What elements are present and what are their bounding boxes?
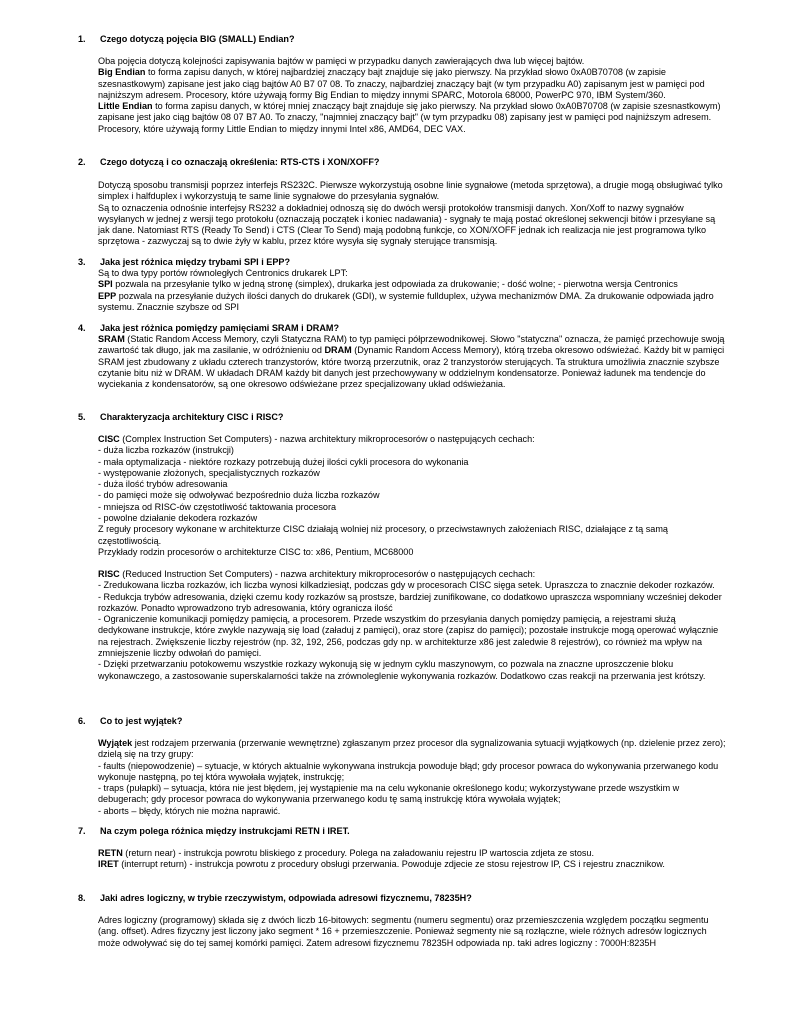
question-7-heading — [78, 826, 728, 837]
question-title: Co to jest wyjątek? — [100, 716, 183, 726]
question-3-body — [98, 268, 726, 313]
paragraph: Są to dwa typy portów równoległych Centronics drukarek LPT: — [98, 268, 348, 278]
question-7-body — [98, 848, 726, 871]
list-item: - do pamięci może się odwoływać bezpośrednio duża liczba rozkazów — [98, 490, 380, 501]
list-item: - faults (niepowodzenie) – sytuacje, w których aktualnie wykonywana instrukcja powoduje błąd; gdy procesor powraca do wykonywania przerwanego kodu wykonuje następną, po tej która wywołała wyjątek, instrukcję; — [98, 760, 719, 782]
question-title: Czego dotyczą pojęcia BIG (SMALL) Endian? — [100, 34, 295, 44]
question-title: Jaka jest różnica pomiędzy pamięciami SRAM i DRAM? — [100, 323, 340, 333]
list-item: - Redukcja trybów adresowania, dzięki czemu kody rozkazów są prostsze, bardziej zunifikowane, co dodatkowo upraszcza wspomniany wcześniej dekoder rozkazów. Ponadto wprowadzono tryb adresowania, który ogranicza ilość — [98, 591, 722, 613]
term: RISC — [98, 569, 120, 579]
list-item: - występowanie złożonych, specjalistycznych rozkazów — [98, 467, 320, 478]
paragraph-text: (Reduced Instruction Set Computers) - nazwa architektury mikroprocesorów o następujących cechach: — [119, 569, 536, 579]
paragraph-text: (Static Random Access Memory, czyli Statyczna RAM) to typ pamięci półprzewodnikowej. Słowo "statyczna" oznacza, że pamięć przechowuje swoją zawartość tak długo, jak ma zasilanie, w odróżnieniu od — [98, 334, 725, 356]
question-title: Jaki adres logiczny, w trybie rzeczywistym, odpowiada adresowi fizycznemu, 78235H? — [100, 893, 472, 903]
paragraph-text: to forma zapisu danych, w której mniej znaczący bajt znajduje się jako pierwszy. Na przykład słowo 0xA0B70708 (w zapisie szesnastkowym) zapisane jest jako ciąg bajtów 08 07 B7 A0. To znaczy, "najmniej znaczący bajt" (w tym przypadku 08) zapisany jest w pamięci pod najniższym adresem. Procesory, które używają formy Little Endian to między innymi Intel x86, AMD64, DEC VAX. — [98, 101, 721, 134]
question-8-body — [98, 915, 726, 949]
question-1-body — [98, 56, 726, 135]
paragraph: Przykłady rodzin procesorów o architekturze CISC to: x86, Pentium, MC68000 — [98, 546, 414, 557]
paragraph-text: (interrupt return) - instrukcja powrotu z procedury obsługi przerwania. Powoduje zdjecie ze stosu rejestrow IP, CS i rejestru znacznikow. — [118, 859, 665, 870]
term: IRET — [98, 859, 119, 870]
question-2-body — [98, 180, 726, 248]
question-4-heading — [78, 323, 728, 334]
question-number: 1. — [78, 34, 86, 44]
term: Wyjątek — [98, 738, 133, 748]
paragraph-text: (Dynamic Random Access Memory), którą trzeba okresowo odświeżać. Każdy bit w pamięci SRAM jest zbudowany z układu czterech tranzystorów, które tworzą przerzutnik, oraz 2 tranzystorów sterujących. Ta struktura umożliwia znacznie szybsze czytanie bitu niż w DRAM. W układach DRAM każdy bit danych jest przechowywany w oddzielnym kondensatorze. Ponieważ ładunek ma tendencje do wyciekania z kondensatorów, są one okresowo odświeżane przez specjalizowany układ odświeżania. — [98, 345, 725, 390]
question-3-heading — [78, 257, 728, 268]
list-item: - Ograniczenie komunikacji pomiędzy pamięcią, a procesorem. Przede wszystkim do przesyłania danych pomiędzy pamięcią, a rejestrami służą dedykowane instrukcje, które zwykle nazywają się load (załaduj z pamięci), oraz store (zapisz do pamięci); pozostałe instrukcje mogą operować wyłącznie na rejestrach. Zwiększenie liczby rejestrów (np. 32, 192, 256, podczas gdy np. w architekturze x86 jest zaledwie 8 rejestrów), co również ma wpływ na zmniejszenie liczby odwołań do pamięci. — [98, 614, 719, 659]
paragraph-text: (return near) - instrukcja powrotu bliskiego z procedury. Polega na załadowaniu rejestru IP wartoscia zdjeta ze stosu. — [122, 848, 595, 858]
paragraph: Oba pojęcia dotyczą kolejności zapisywania bajtów w pamięci w przypadku danych zawierających dwa lub więcej bajtów. — [98, 56, 585, 66]
question-5-heading — [78, 412, 728, 423]
list-item: - mniejsza od RISC-ów częstotliwość taktowania procesora — [98, 501, 337, 512]
list-item: - Dzięki przetwarzaniu potokowemu wszystkie rozkazy wykonują się w jednym cyklu maszynowym, co pozwala na znaczne uproszczenie bloku wykonawczego, a zastosowanie superskalarności także na zrównoleglenie wykonywania rozkazów. Dodatkowo czas reakcji na przerwania jest krótszy. — [98, 659, 706, 681]
paragraph-epp — [98, 291, 726, 314]
question-number: 8. — [78, 893, 86, 903]
question-number: 4. — [78, 323, 86, 333]
question-6-heading — [78, 716, 728, 727]
paragraph-sram-dram — [98, 334, 726, 390]
question-number: 7. — [78, 826, 86, 836]
paragraph: Adres logiczny (programowy) składa się z dwóch liczb 16-bitowych: segmentu (numeru segmentu) oraz przemieszczenia względem początku segmentu (ang. offset). Adres fizyczny jest liczony jako segment * 16 + przemieszczenie. Ponieważ segmenty nie są rozłączne, wiele różnych adresów logicznych może odwoływać się do tej samej komórki pamięci. Zatem adresowi fizycznemu 78235H odpowiada np. taki adres logiczny : 7000H:8235H — [98, 915, 709, 948]
paragraph: Dotyczą sposobu transmisji poprzez interfejs RS232C. Pierwsze wykorzystują osobne linie sygnałowe (metoda sprzętowa), a drugie mogą obsługiwać tylko simplex i halfduplex i wykorzystują te same linie sygnałowe do przesyłania sygnałów. — [98, 180, 723, 202]
list-item: - aborts – błędy, których nie można naprawić. — [98, 805, 281, 816]
question-number: 5. — [78, 412, 86, 422]
term: SPI — [98, 279, 113, 290]
paragraph-risc — [98, 569, 726, 580]
list-item: - traps (pułapki) – sytuacja, która nie jest błędem, jej wystąpienie ma na celu wykonanie określonego kodu; wykorzystywane przede wszystkim w debugerach; gdy procesor powraca do wykonywania przerwanego kodu tę samą instrukcję która wywołała wyjątek; — [98, 783, 680, 805]
paragraph: Z reguły procesory wykonane w architekturze CISC działają wolniej niż procesory, o przeciwstawnych założeniach RISC, działające z tą samą częstotliwością. — [98, 524, 668, 546]
term: SRAM — [98, 334, 125, 344]
question-title: Charakteryzacja architektury CISC i RISC? — [100, 412, 284, 422]
paragraph-iret — [98, 859, 726, 870]
question-5-body — [98, 434, 726, 558]
question-number: 6. — [78, 716, 86, 726]
list-item: - mała optymalizacja - niektóre rozkazy potrzebują dużej ilości cykli procesora do wykonania — [98, 456, 469, 467]
list-item: - powolne działanie dekodera rozkazów — [98, 513, 258, 524]
question-8-heading — [78, 893, 728, 904]
question-number: 2. — [78, 157, 86, 167]
term: DRAM — [324, 345, 352, 356]
paragraph-text: pozwala na przesyłanie dużych ilości danych do drukarek (GDI), w systemie fullduplex, używa mechanizmów DMA. Za drukowanie odpowiada jądro systemu. Znacznie szybsze od SPI — [98, 290, 714, 312]
question-2-heading — [78, 157, 728, 168]
paragraph-exception — [98, 738, 726, 761]
term: Big Endian — [98, 67, 146, 78]
question-6-body — [98, 738, 726, 817]
paragraph-text: jest rodzajem przerwania (przerwanie wewnętrzne) zgłaszanym przez procesor dla sygnalizowania sytuacji wyjątkowych (np. dzielenie przez zero); dzielą się na trzy grupy: — [98, 738, 726, 760]
term: RETN — [98, 848, 123, 858]
list-item: - duża liczba rozkazów (instrukcji) — [98, 445, 234, 456]
term: EPP — [98, 290, 117, 301]
paragraph-text: (Complex Instruction Set Computers) - nazwa architektury mikroprocesorów o następujących cechach: — [119, 434, 535, 444]
paragraph-cisc — [98, 434, 726, 445]
paragraph-big-endian — [98, 67, 726, 101]
paragraph-retn — [98, 848, 726, 859]
term: Little Endian — [98, 101, 153, 112]
question-number: 3. — [78, 257, 86, 267]
paragraph-text: pozwala na przesyłanie tylko w jedną stronę (simplex), drukarka jest odpowiada za drukowanie; - dość wolne; - pierwotna wersja Centronics — [112, 279, 678, 290]
paragraph: Są to oznaczenia odnośnie interfejsy RS232 a dokładniej odnoszą się do dwóch wersji protokołów transmisji danych. Xon/Xoff to nazwy sygnałów wysyłanych w jednej z wersji tego protokołu (oznaczają początek i koniec nadawania) - sygnały te mają postać określonej sekwencji bitów i przesyłane są jak dane. Natomiast RTS (Ready To Send) i CTS (Clear To Send) mają podobną funkcje, co XON/XOFF jednak ich realizacja nie jest programowa tylko sprzętowa - zazwyczaj są to dwie żyły w kablu, przez które wysyła się sygnały sterujące transmisją. — [98, 202, 716, 247]
paragraph-little-endian — [98, 101, 726, 135]
paragraph-spi — [98, 279, 726, 290]
question-4-body — [98, 334, 726, 390]
term: CISC — [98, 434, 120, 444]
list-item: - Zredukowana liczba rozkazów, ich liczba wynosi kilkadziesiąt, podczas gdy w procesorach CISC sięga setek. Upraszcza to znacznie dekoder rozkazów. — [98, 580, 715, 591]
question-title: Na czym polega różnica między instrukcjami RETN i IRET. — [100, 826, 350, 836]
question-5-risc — [98, 569, 726, 682]
question-title: Jaka jest różnica między trybami SPI i EPP? — [100, 257, 291, 267]
paragraph-text: to forma zapisu danych, w której najbardziej znaczący bajt znajduje się jako pierwszy. Na przykład słowo 0xA0B70708 (w zapisie szesnastkowym) zapisane jest jako ciąg bajtów A0 B7 07 08. To znaczy, najbardziej znaczący bajt (w tym przypadku A0) zapisanym jest w pamięci pod najniższym adresem. Procesory, które używają formy Big Endian to między innymi SPARC, Motorola 68000, PowerPC 970, IBM System/360. — [98, 67, 705, 100]
question-1-heading — [78, 34, 728, 45]
list-item: - duża ilość trybów adresowania — [98, 479, 228, 490]
question-title: Czego dotyczą i co oznaczają określenia: RTS-CTS i XON/XOFF? — [100, 157, 380, 167]
